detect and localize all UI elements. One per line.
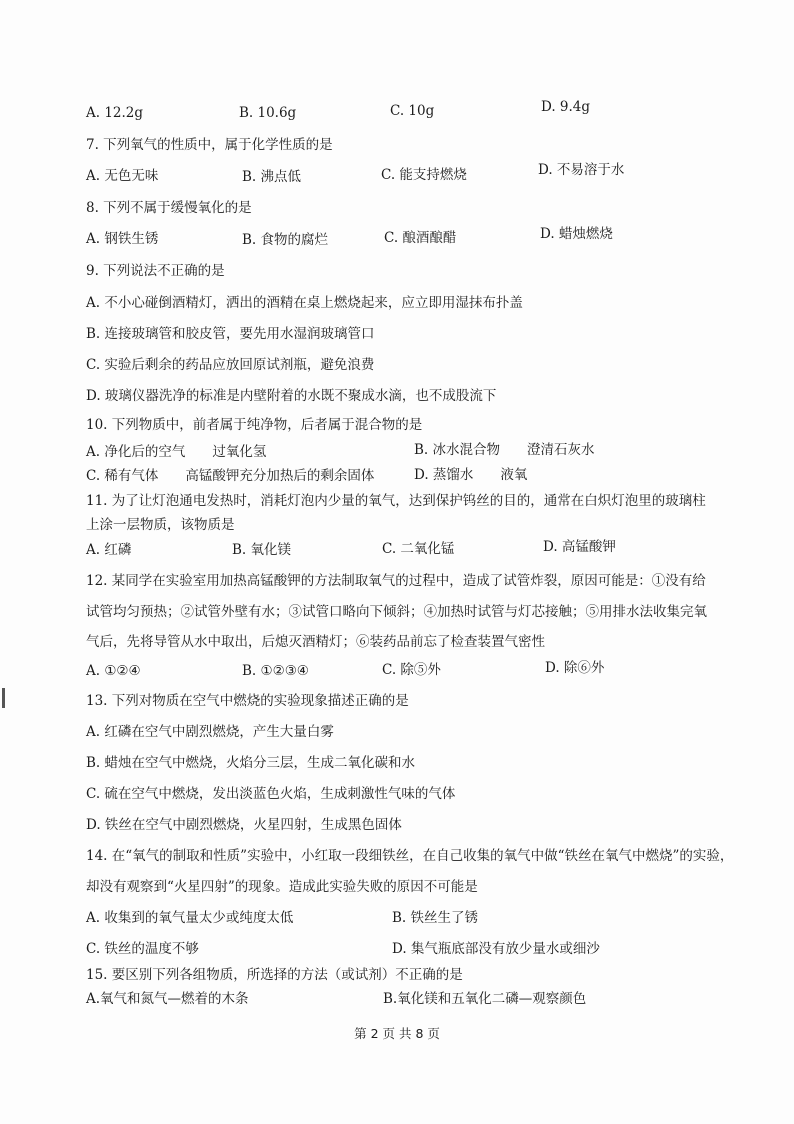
q15-option-b: B.氧化镁和五氧化二磷—观察颜色 (383, 991, 587, 1007)
q14-option-a: A. 收集到的氧气量太少或纯度太低 (86, 910, 294, 926)
q6-option-a: A. 12.2g (86, 105, 144, 121)
q14-option-b: B. 铁丝生了锈 (392, 910, 479, 926)
q10-option-a: A. 净化后的空气 过氧化氢 (86, 444, 267, 460)
q10-stem: 10. 下列物质中，前者属于纯净物，后者属于混合物的是 (86, 417, 423, 433)
q9-option-c: C. 实验后剩余的药品应放回原试剂瓶，避免浪费 (86, 357, 375, 373)
q15-option-a: A.氧气和氮气—燃着的木条 (86, 991, 249, 1007)
q12-stem-line3: 气后，先将导管从水中取出，后熄灭酒精灯；⑥装药品前忘了检查装置气密性 (86, 634, 545, 650)
q7-option-c: C. 能支持燃烧 (381, 167, 467, 183)
q12-stem-line2: 试管均匀预热；②试管外壁有水；③试管口略向下倾斜；④加热时试管与灯芯接触；⑤用排水法收集完氧 (86, 604, 707, 620)
q15-stem: 15. 要区别下列各组物质，所选择的方法（或试剂）不正确的是 (86, 967, 463, 983)
q14-option-d: D. 集气瓶底部没有放少量水或细沙 (392, 941, 600, 957)
q11-option-c: C. 二氧化锰 (382, 541, 455, 557)
q10-option-b: B. 冰水混合物 澄清石灰水 (414, 442, 595, 458)
q10-option-c: C. 稀有气体 高锰酸钾充分加热后的剩余固体 (86, 468, 375, 484)
q13-option-d: D. 铁丝在空气中剧烈燃烧，火星四射，生成黑色固体 (86, 817, 402, 833)
page-footer: 第 2 页 共 8 页 (354, 1026, 440, 1041)
q13-stem: 13. 下列对物质在空气中燃烧的实验现象描述正确的是 (86, 693, 409, 709)
q6-option-d: D. 9.4g (541, 99, 591, 115)
q8-option-b: B. 食物的腐烂 (242, 232, 329, 248)
q9-stem: 9. 下列说法不正确的是 (86, 263, 225, 279)
q12-option-a: A. ①②④ (86, 663, 141, 679)
q11-stem-line1: 11. 为了让灯泡通电发热时，消耗灯泡内少量的氧气，达到保护钨丝的目的，通常在白炽灯泡里的玻璃柱 (86, 493, 706, 509)
q12-option-d: D. 除⑥外 (545, 660, 605, 676)
q12-stem-line1: 12. 某同学在实验室用加热高锰酸钾的方法制取氧气的过程中，造成了试管炸裂，原因可能是：①没有给 (86, 573, 706, 589)
q13-option-b: B. 蜡烛在空气中燃烧，火焰分三层，生成二氧化碳和水 (86, 755, 416, 771)
q11-option-a: A. 红磷 (86, 542, 132, 558)
q7-option-a: A. 无色无味 (86, 168, 159, 184)
q8-option-a: A. 钢铁生锈 (86, 231, 159, 247)
q7-stem: 7. 下列氧气的性质中，属于化学性质的是 (86, 137, 333, 153)
q11-option-d: D. 高锰酸钾 (543, 539, 616, 555)
q13-option-a: A. 红磷在空气中剧烈燃烧，产生大量白雾 (86, 724, 334, 740)
q10-option-d: D. 蒸馏水 液氧 (414, 467, 528, 483)
q9-option-d: D. 玻璃仪器洗净的标准是内壁附着的水既不聚成水滴，也不成股流下 (86, 388, 497, 404)
q9-option-a: A. 不小心碰倒酒精灯，洒出的酒精在桌上燃烧起来，应立即用湿抹布扑盖 (86, 295, 523, 311)
q14-option-c: C. 铁丝的温度不够 (86, 941, 199, 957)
q6-option-b: B. 10.6g (239, 105, 297, 121)
q12-option-c: C. 除⑤外 (382, 662, 441, 678)
q7-option-d: D. 不易溶于水 (538, 162, 625, 178)
q11-option-b: B. 氧化镁 (232, 542, 292, 558)
q8-stem: 8. 下列不属于缓慢氧化的是 (86, 200, 252, 216)
q7-option-b: B. 沸点低 (242, 169, 302, 185)
q9-option-b: B. 连接玻璃管和胶皮管，要先用水湿润玻璃管口 (86, 326, 375, 342)
q14-stem-line2: 却没有观察到“火星四射”的现象。造成此实验失败的原因不可能是 (86, 879, 478, 895)
q14-stem-line1: 14. 在“氧气的制取和性质”实验中，小红取一段细铁丝，在自己收集的氧气中做“铁丝在氧气中燃烧”的实验， (86, 848, 734, 864)
q8-option-d: D. 蜡烛燃烧 (540, 226, 613, 242)
q8-option-c: C. 酿酒酿醋 (384, 230, 457, 246)
q13-option-c: C. 硫在空气中燃烧，发出淡蓝色火焰，生成刺激性气味的气体 (86, 786, 456, 802)
q12-option-b: B. ①②③④ (242, 663, 309, 679)
q6-option-c: C. 10g (390, 103, 435, 119)
scan-mark (2, 688, 5, 708)
q11-stem-line2: 上涂一层物质，该物质是 (86, 517, 235, 533)
